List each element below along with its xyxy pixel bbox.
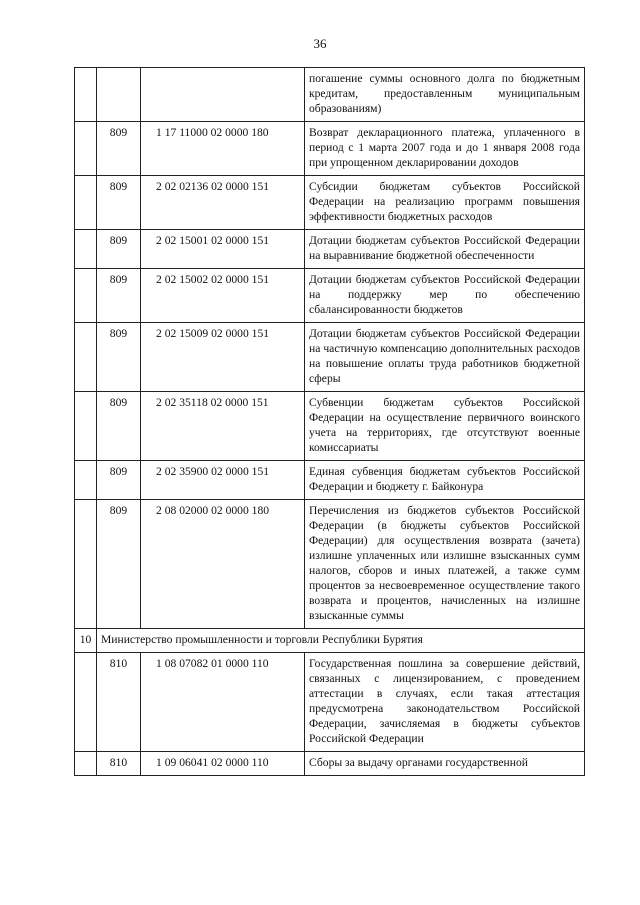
table-row	[75, 653, 585, 752]
description-cell: Субвенции бюджетам субъектов Российской Федерации на осуществление первичного воинского учета на территориях, где отсутствуют военные комиссариаты	[305, 392, 585, 461]
budget-code-cell: 1 08 07082 01 0000 110	[141, 653, 305, 752]
ministry-name: Министерство промышленности и торговли Республики Бурятия	[97, 629, 585, 653]
admin-code-cell	[97, 68, 141, 122]
admin-code-cell: 809	[97, 269, 141, 323]
budget-code-cell: 2 02 15001 02 0000 151	[141, 230, 305, 269]
admin-code-cell: 809	[97, 323, 141, 392]
row-number-cell	[75, 269, 97, 323]
row-number-cell	[75, 230, 97, 269]
admin-code-cell: 809	[97, 230, 141, 269]
budget-classification-table	[74, 67, 585, 776]
budget-code-cell: 2 02 15009 02 0000 151	[141, 323, 305, 392]
description-cell: Дотации бюджетам субъектов Российской Федерации на поддержку мер по обеспечению сбалансированности бюджетов	[305, 269, 585, 323]
admin-code-cell: 809	[97, 500, 141, 629]
description-cell: Государственная пошлина за совершение действий, связанных с лицензированием, с проведением аттестации в случаях, если такая аттестация предусмотрена законодательством Российской Федерации, зачисляемая в бюджеты субъектов Российской Федерации	[305, 653, 585, 752]
admin-code-cell: 810	[97, 752, 141, 776]
row-number-cell	[75, 500, 97, 629]
table-row	[75, 176, 585, 230]
budget-code-cell: 2 02 02136 02 0000 151	[141, 176, 305, 230]
ministry-number: 10	[75, 629, 97, 653]
table-row	[75, 500, 585, 629]
budget-code-cell: 1 09 06041 02 0000 110	[141, 752, 305, 776]
row-number-cell	[75, 752, 97, 776]
table-row	[75, 461, 585, 500]
row-number-cell	[75, 392, 97, 461]
table-row	[75, 68, 585, 122]
table-row	[75, 230, 585, 269]
row-number-cell	[75, 176, 97, 230]
budget-code-cell: 2 02 35900 02 0000 151	[141, 461, 305, 500]
admin-code-cell: 809	[97, 392, 141, 461]
row-number-cell	[75, 323, 97, 392]
description-cell: Перечисления из бюджетов субъектов Российской Федерации (в бюджеты субъектов Российской Федерации) для осуществления возврата (зачета) излишне уплаченных или излишне взысканных сумм налогов, сборов и иных платежей, а также сумм процентов за несвоевременное осуществление такого возврата и процентов, начисленных на излишне взысканные суммы	[305, 500, 585, 629]
budget-code-cell: 2 02 35118 02 0000 151	[141, 392, 305, 461]
row-number-cell	[75, 68, 97, 122]
admin-code-cell: 810	[97, 653, 141, 752]
admin-code-cell: 809	[97, 122, 141, 176]
table-row	[75, 323, 585, 392]
table-row	[75, 122, 585, 176]
row-number-cell	[75, 461, 97, 500]
budget-code-cell	[141, 68, 305, 122]
description-cell: Возврат декларационного платежа, уплаченного в период с 1 марта 2007 года и до 1 января 2008 года при упрощенном декларировании доходов	[305, 122, 585, 176]
page-number: 36	[313, 36, 327, 51]
budget-code-cell: 1 17 11000 02 0000 180	[141, 122, 305, 176]
ministry-header-row	[75, 629, 585, 653]
row-number-cell	[75, 653, 97, 752]
admin-code-cell: 809	[97, 176, 141, 230]
budget-code-cell: 2 08 02000 02 0000 180	[141, 500, 305, 629]
description-cell: Дотации бюджетам субъектов Российской Федерации на частичную компенсацию дополнительных расходов на повышение оплаты труда работников бюджетной сферы	[305, 323, 585, 392]
row-number-cell	[75, 122, 97, 176]
description-cell: Сборы за выдачу органами государственной	[305, 752, 585, 776]
table-row	[75, 392, 585, 461]
description-cell: Дотации бюджетам субъектов Российской Федерации на выравнивание бюджетной обеспеченности	[305, 230, 585, 269]
table-row	[75, 752, 585, 776]
description-cell: Субсидии бюджетам субъектов Российской Федерации на реализацию программ повышения эффективности бюджетных расходов	[305, 176, 585, 230]
budget-code-cell: 2 02 15002 02 0000 151	[141, 269, 305, 323]
description-cell: Единая субвенция бюджетам субъектов Российской Федерации и бюджету г. Байконура	[305, 461, 585, 500]
table-row	[75, 269, 585, 323]
description-cell: погашение суммы основного долга по бюджетным кредитам, предоставленным муниципальным образованиям)	[305, 68, 585, 122]
admin-code-cell: 809	[97, 461, 141, 500]
